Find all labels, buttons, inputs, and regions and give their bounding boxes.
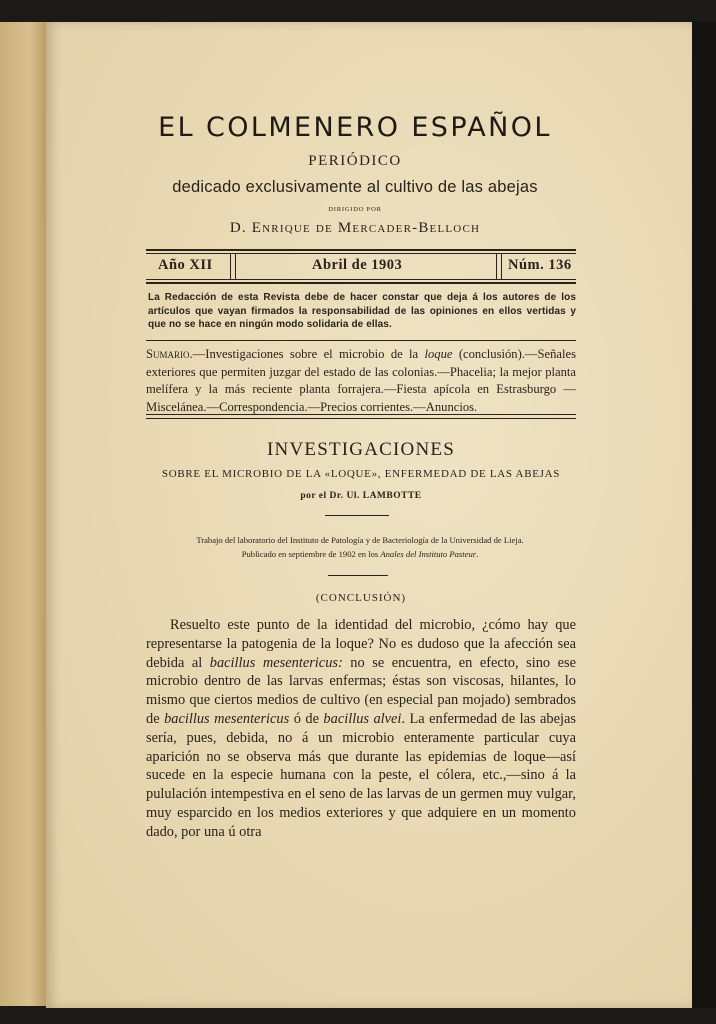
issue-date: Abril de 1903 bbox=[312, 257, 403, 273]
article-title: INVESTIGACIONES bbox=[267, 439, 455, 460]
divider-rule bbox=[146, 340, 576, 341]
body-paragraph bbox=[146, 616, 576, 842]
facing-page-edge bbox=[0, 22, 49, 1006]
section-heading: (CONCLUSIÓN) bbox=[315, 592, 407, 604]
body-italic: bacillus mesentericus bbox=[164, 710, 290, 727]
info-bar-bottom-rule bbox=[146, 279, 576, 284]
journal-subtitle: dedicado exclusivamente al cultivo de las abejas bbox=[172, 178, 538, 196]
summary-italic: loque bbox=[424, 347, 453, 361]
body-text: . La enfermedad de las abejas sería, pues, debida, no á un microbio enteramente particular cuya aparición no se observa más que durante las epidemias de loque—así sucede en la especie humana con la peste, el cólera, etc.,—sino á la pululación intempestiva en el seno de las larvas de un germen muy vulgar, muy esparcido en los medios exteriores y que adquiere en un momento dado, por una ú otra bbox=[146, 710, 576, 840]
article-body bbox=[146, 616, 576, 842]
source-journal-name: Anales del Instituto Pasteur bbox=[380, 549, 477, 559]
body-text: no se encuentra, en efecto, sino ese microbio dentro de las larvas enfermas; éstas son viscosas, hilantes, lo mismo que ciertos medios de cultivo (en especial pan mojado) sembrados de bbox=[146, 654, 576, 727]
summary-text-cont: (conclusión).—Señales exteriores que permiten juzgar del estado de las colonias.—Phacelia; la mejor planta melífera y la más reciente planta forrajera.—Fiesta apícola en Estrasburgo —Miscelánea.—Correspondencia.—Precios corrientes.—Anuncios. bbox=[146, 347, 576, 414]
summary-text: —Investigaciones sobre el microbio de la bbox=[192, 347, 425, 361]
article-subtitle: SOBRE EL MICROBIO DE LA «LOQUE», ENFERMEDAD DE LAS ABEJAS bbox=[161, 468, 561, 480]
editorial-notice: La Redacción de esta Revista debe de hacer constar que deja á los autores de los artículos que vayan firmados la responsabilidad de las opiniones en ellos vertidas y que no se hace en ningún modo solidaria de ellas. bbox=[148, 292, 576, 330]
issue-info-bar bbox=[146, 249, 576, 284]
source-line-2-end: . bbox=[476, 549, 479, 559]
body-italic: bacillus mesentericus: bbox=[209, 654, 343, 671]
article-author: por el Dr. Ul. LAMBOTTE bbox=[300, 491, 422, 501]
directed-by-label: DIRIGIDO POR bbox=[328, 206, 382, 213]
source-line-2-text: Publicado en septiembre de 1902 en los bbox=[241, 549, 381, 559]
body-text: ó de bbox=[289, 710, 324, 727]
journal-type: PERIÓDICO bbox=[308, 153, 402, 169]
short-rule bbox=[328, 575, 388, 576]
director-name: D. Enrique de Mercader-Belloch bbox=[229, 220, 481, 236]
summary-label: Sumario. bbox=[146, 347, 193, 361]
issue-year: Año XII bbox=[158, 257, 213, 273]
double-divider-rule bbox=[146, 414, 576, 419]
short-rule bbox=[325, 515, 389, 516]
journal-title: EL COLMENERO ESPAÑOL bbox=[158, 112, 552, 143]
article-source-note bbox=[150, 533, 570, 561]
summary bbox=[146, 346, 576, 416]
info-bar-divider bbox=[496, 254, 502, 279]
body-text: Resuelto este punto de la identidad del microbio, ¿cómo hay que representarse la patogenia de la loque? No es dudoso que la afección sea debida al bbox=[146, 617, 576, 671]
body-italic: bacillus alvei bbox=[323, 710, 402, 727]
issue-number: Núm. 136 bbox=[508, 257, 572, 273]
info-bar-divider bbox=[230, 254, 236, 279]
info-bar-top-rule bbox=[146, 249, 576, 254]
source-line-2 bbox=[150, 547, 570, 561]
scan-border bbox=[692, 22, 716, 1008]
source-line-1: Trabajo del laboratorio del Instituto de Patología y de Bacteriología de la Universidad de Lieja. bbox=[196, 535, 524, 545]
